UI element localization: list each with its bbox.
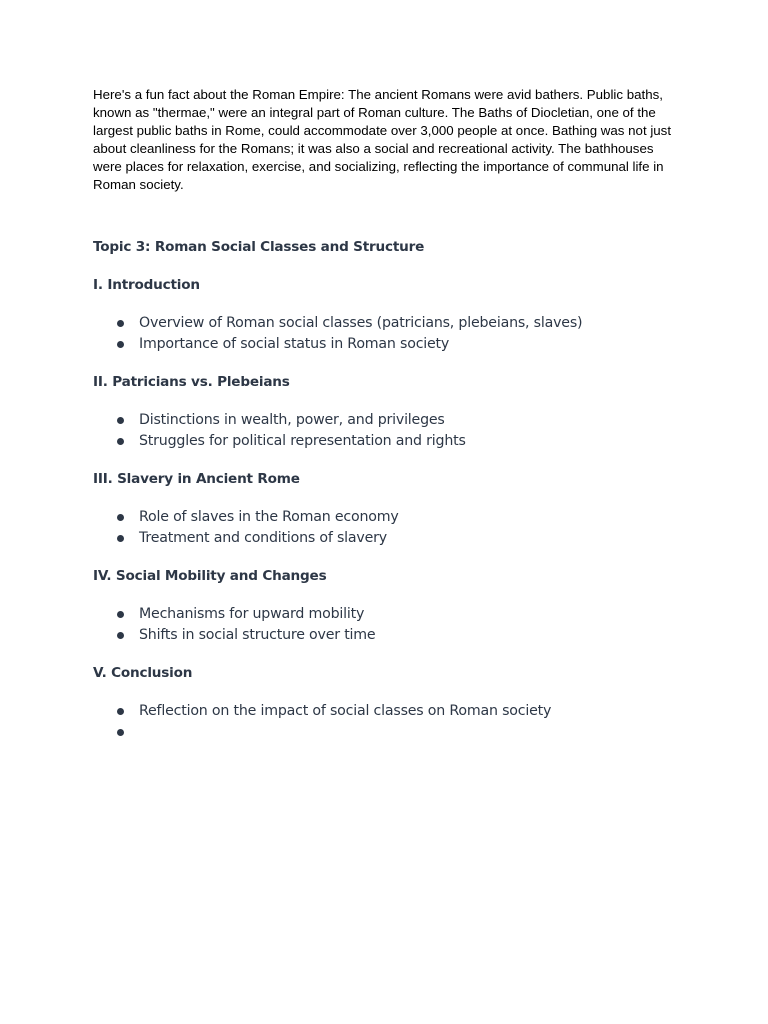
outline-section — [93, 275, 683, 354]
list-item — [93, 507, 683, 528]
list-item — [93, 528, 683, 549]
section-heading: V. Conclusion — [93, 665, 193, 682]
bullet-icon — [117, 611, 124, 618]
section-heading: III. Slavery in Ancient Rome — [93, 471, 300, 488]
list-item-text: Importance of social status in Roman society — [139, 335, 450, 352]
list-item-text: Reflection on the impact of social classes on Roman society — [139, 703, 552, 720]
list-item — [93, 701, 683, 722]
topic-title: Topic 3: Roman Social Classes and Structure — [93, 239, 425, 256]
bullet-icon — [117, 417, 124, 424]
bullet-icon — [117, 341, 124, 348]
bullet-icon — [117, 514, 124, 521]
list-item — [93, 334, 683, 355]
list-item — [93, 625, 683, 646]
list-item-text: Treatment and conditions of slavery — [139, 529, 387, 546]
list-item-text: Struggles for political representation and rights — [139, 432, 466, 449]
outline-section — [93, 566, 683, 645]
bullet-icon — [117, 535, 124, 542]
list-item — [93, 410, 683, 431]
outline-section — [93, 663, 683, 742]
document-page — [93, 86, 683, 742]
list-item — [93, 722, 683, 743]
outline-section — [93, 372, 683, 451]
outline-section — [93, 469, 683, 548]
list-item-text: Overview of Roman social classes (patricians, plebeians, slaves) — [139, 315, 583, 332]
bullet-icon — [117, 708, 124, 715]
list-item-text: Shifts in social structure over time — [139, 626, 376, 643]
intro-paragraph: Here's a fun fact about the Roman Empire: The ancient Romans were avid bathers. Public baths, known as "thermae," were an integral part of Roman culture. The Baths of Diocletian, one of the largest public baths in Rome, could accommodate over 3,000 people at once. Bathing was not just about cleanliness for the Romans; it was also a social and recreational activity. The bathhouses were places for relaxation, exercise, and socializing, reflecting the importance of communal life in Roman society. — [93, 87, 672, 192]
section-heading: I. Introduction — [93, 277, 200, 294]
list-item-text: Distinctions in wealth, power, and privileges — [139, 412, 445, 429]
list-item-text: Mechanisms for upward mobility — [139, 606, 365, 623]
bullet-list — [93, 604, 683, 645]
bullet-list — [93, 410, 683, 451]
list-item — [93, 431, 683, 452]
bullet-icon — [117, 729, 124, 736]
bullet-list — [93, 701, 683, 742]
bullet-icon — [117, 632, 124, 639]
bullet-icon — [117, 438, 124, 445]
list-item — [93, 604, 683, 625]
bullet-icon — [117, 320, 124, 327]
bullet-list — [93, 507, 683, 548]
list-item-text: Role of slaves in the Roman economy — [139, 509, 399, 526]
list-item — [93, 313, 683, 334]
section-heading: IV. Social Mobility and Changes — [93, 568, 327, 585]
bullet-list — [93, 313, 683, 354]
section-heading: II. Patricians vs. Plebeians — [93, 374, 290, 391]
